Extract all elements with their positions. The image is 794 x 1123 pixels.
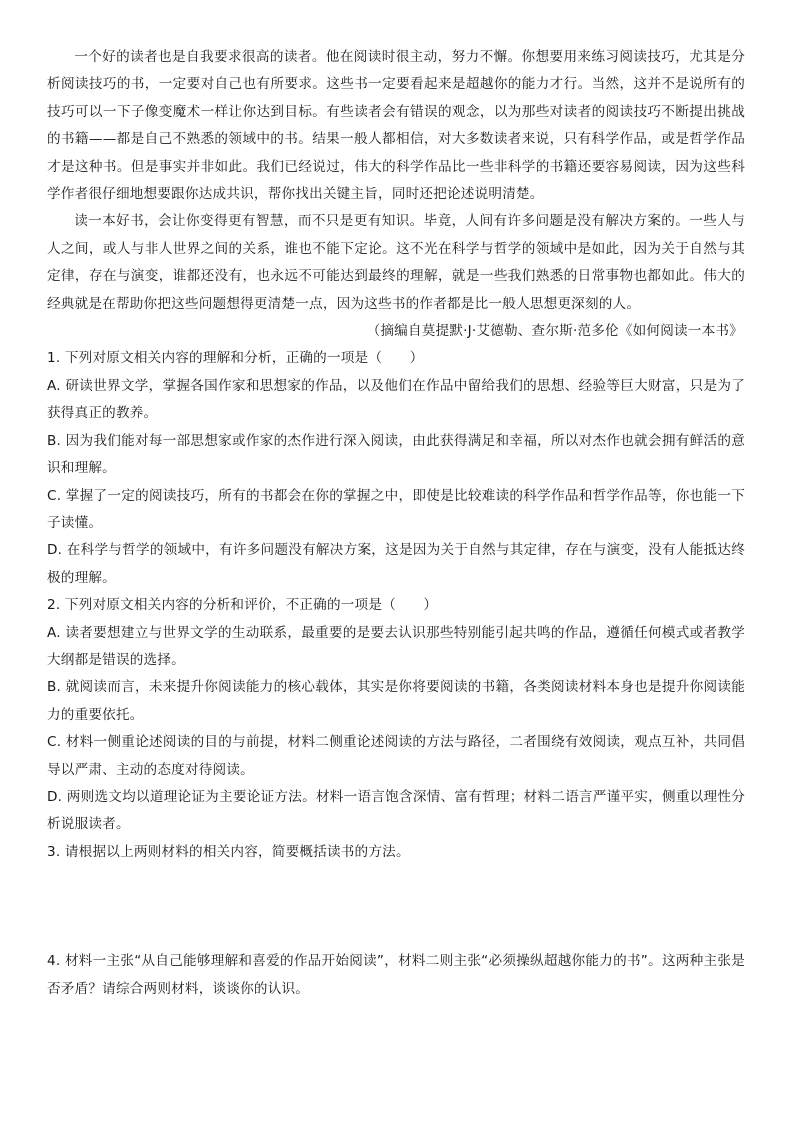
question-1-option-b: B. 因为我们能对每一部思想家或作家的杰作进行深入阅读，由此获得满足和幸福，所以对杰作也就会拥有鲜活的意识和理解。: [47, 432, 745, 477]
question-2-option-c: C. 材料一侧重论述阅读的目的与前提，材料二侧重论述阅读的方法与路径，二者围绕有效阅读，观点互补，共同倡导以严肃、主动的态度对待阅读。: [47, 734, 745, 778]
question-2-stem: 2. 下列对原文相关内容的分析和评价，不正确的一项是（ ）: [47, 597, 438, 614]
question-4-stem: 4. 材料一主张“从自己能够理解和喜爱的作品开始阅读”，材料二则主张“必须操纵超越你能力的书”。这两种主张是否矛盾？请综合两则材料，谈谈你的认识。: [47, 953, 745, 997]
question-3-answer-space: [47, 866, 745, 948]
passage-paragraph-2: 读一本好书，会让你变得更有智慧，而不只是更有知识。毕竟，人间有许多问题是没有解决方案的。一些人与人之间，或人与非人世界之间的关系，谁也不能下定论。这不光在科学与哲学的领域中是如此，因为关于自然与其定律，存在与演变，谁都还没有，也永远不可能达到最终的理解，就是一些我们熟悉的日常事物也都如此。伟大的经典就是在帮助你把这些问题想得更清楚一点，因为这些书的作者都是比一般人思想更深刻的人。: [47, 213, 745, 312]
question-2: [47, 592, 745, 839]
question-2-option-b: B. 就阅读而言，未来提升你阅读能力的核心载体，其实是你将要阅读的书籍，各类阅读材料本身也是提升你阅读能力的重要依托。: [47, 679, 745, 723]
exam-page: [47, 44, 745, 1003]
question-1-option-a: A. 研读世界文学，掌握各国作家和思想家的作品，以及他们在作品中留给我们的思想、经验等巨大财富，只是为了获得真正的教养。: [47, 377, 745, 422]
question-3: [47, 839, 745, 948]
question-1-stem: 1. 下列对原文相关内容的理解和分析，正确的一项是（ ）: [47, 350, 424, 367]
question-2-option-a: A. 读者要想建立与世界文学的生动联系，最重要的是要去认识那些特别能引起共鸣的作品，遵循任何模式或者教学大纲都是错误的选择。: [47, 624, 745, 668]
question-4: [47, 948, 745, 1003]
passage-paragraph-1: 一个好的读者也是自我要求很高的读者。他在阅读时很主动，努力不懈。你想要用来练习阅读技巧，尤其是分析阅读技巧的书，一定要对自己也有所要求。这些书一定要看起来是超越你的能力才行。当然，这并不是说所有的技巧可以一下子像变魔术一样让你达到目标。有些读者会有错误的观念，以为那些对读者的阅读技巧不断提出挑战的书籍——都是自己不熟悉的领域中的书。结果一般人都相信，对大多数读者来说，只有科学作品，或是哲学作品才是这种书。但是事实并非如此。我们已经说过，伟大的科学作品比一些非科学的书籍还要容易阅读，因为这些科学作者很仔细地想要跟你达成共识，帮你找出关键主旨，同时还把论述说明清楚。: [47, 49, 745, 203]
question-2-option-d: D. 两则选文均以道理论证为主要论证方法。材料一语言饱含深情、富有哲理；材料二语言严谨平实，侧重以理性分析说服读者。: [47, 788, 745, 833]
passage-source: （摘编自莫提默·J·艾德勒、查尔斯·范多伦《如何阅读一本书》: [366, 323, 743, 340]
question-1-option-c: C. 掌握了一定的阅读技巧，所有的书都会在你的掌握之中，即使是比较难读的科学作品和哲学作品等，你也能一下子读懂。: [47, 487, 745, 531]
question-1: [47, 345, 745, 592]
question-1-option-d: D. 在科学与哲学的领域中，有许多问题没有解决方案，这是因为关于自然与其定律，存在与演变，没有人能抵达终极的理解。: [47, 542, 745, 586]
question-3-stem: 3. 请根据以上两则材料的相关内容，简要概括读书的方法。: [47, 843, 410, 860]
